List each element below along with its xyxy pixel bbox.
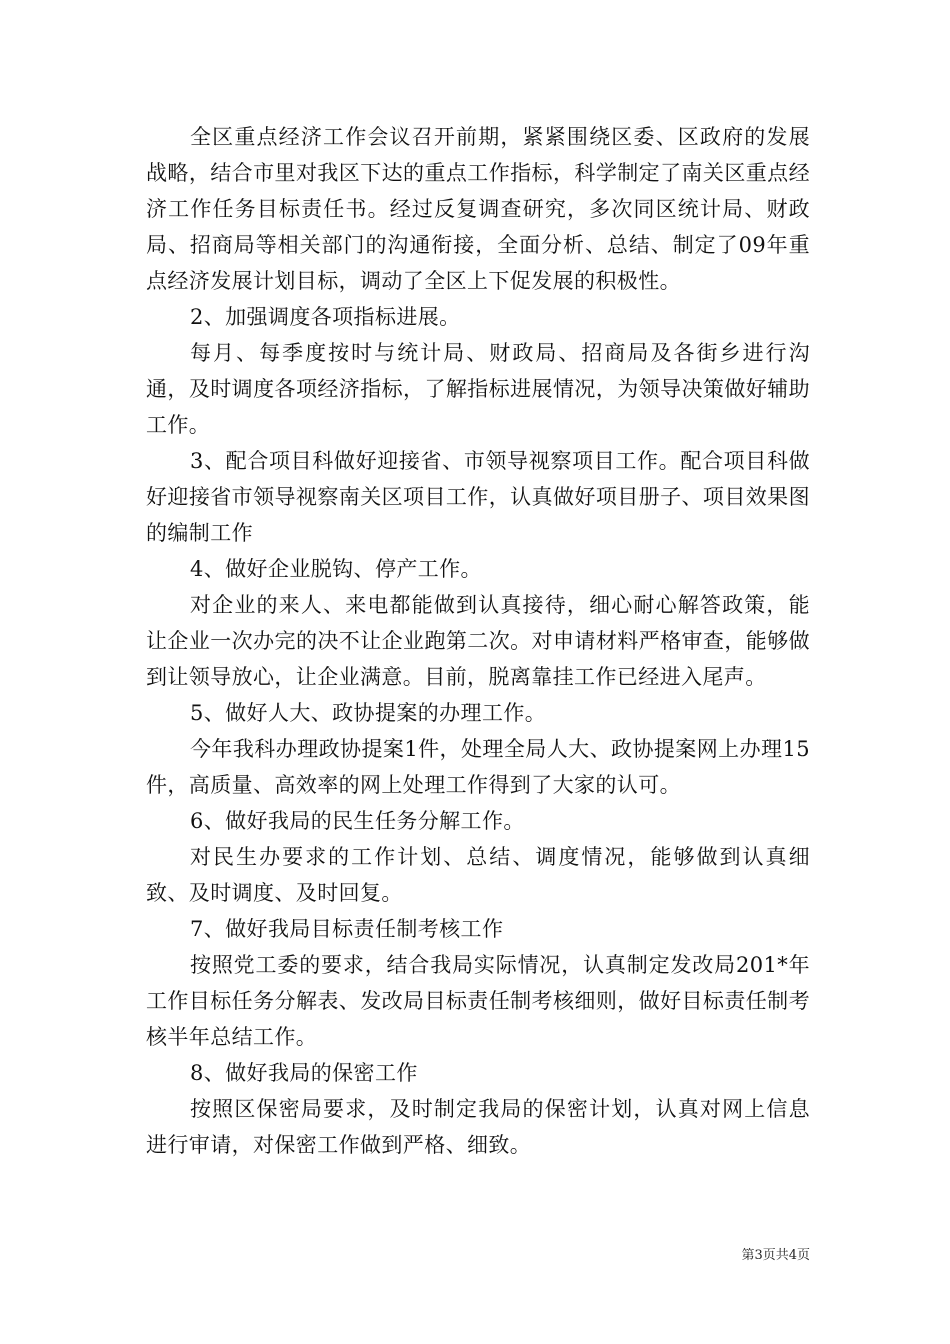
paragraph-livelihood: 对民生办要求的工作计划、总结、调度情况，能够做到认真细致、及时调度、及时回复。	[146, 845, 810, 905]
section-heading-3: 3、配合项目科做好迎接省、市领导视察项目工作。配合项目科做好迎接省市领导视察南关区项目工作，认真做好项目册子、项目效果图的编制工作	[146, 449, 810, 545]
paragraph-economic-targets: 全区重点经济工作会议召开前期，紧紧围绕区委、区政府的发展战略，结合市里对我区下达的重点工作指标，科学制定了南关区重点经济工作任务目标责任书。经过反复调查研究，多次同区统计局、财政局、招商局等相关部门的沟通衔接，全面分析、总结、制定了09年重点经济发展计划目标，调动了全区上下促发展的积极性。	[146, 125, 810, 293]
paragraph-target-assessment: 按照党工委的要求，结合我局实际情况，认真制定发改局201*年工作目标任务分解表、发改局目标责任制考核细则，做好目标责任制考核半年总结工作。	[146, 953, 810, 1049]
paragraph-enterprise-reception: 对企业的来人、来电都能做到认真接待，细心耐心解答政策，能让企业一次办完的决不让企业跑第二次。对申请材料严格审查，能够做到让领导放心，让企业满意。目前，脱离靠挂工作已经进入尾声。	[146, 593, 810, 689]
section-heading-5: 5、做好人大、政协提案的办理工作。	[190, 701, 547, 725]
section-heading-4: 4、做好企业脱钩、停产工作。	[190, 557, 482, 581]
section-heading-2: 2、加强调度各项指标进展。	[190, 305, 461, 329]
page-number: 第3页共4页	[741, 1248, 810, 1263]
section-heading-6: 6、做好我局的民生任务分解工作。	[190, 809, 525, 833]
paragraph-confidentiality: 按照区保密局要求，及时制定我局的保密计划，认真对网上信息进行审请，对保密工作做到严格、细致。	[146, 1097, 810, 1157]
section-heading-7: 7、做好我局目标责任制考核工作	[190, 917, 504, 941]
document-body	[146, 119, 810, 1163]
paragraph-proposals: 今年我科办理政协提案1件，处理全局人大、政协提案网上办理15件，高质量、高效率的网上处理工作得到了大家的认可。	[146, 737, 810, 797]
section-heading-8: 8、做好我局的保密工作	[190, 1061, 418, 1085]
paragraph-indicator-scheduling: 每月、每季度按时与统计局、财政局、招商局及各街乡进行沟通，及时调度各项经济指标，了解指标进展情况，为领导决策做好辅助工作。	[146, 341, 810, 437]
